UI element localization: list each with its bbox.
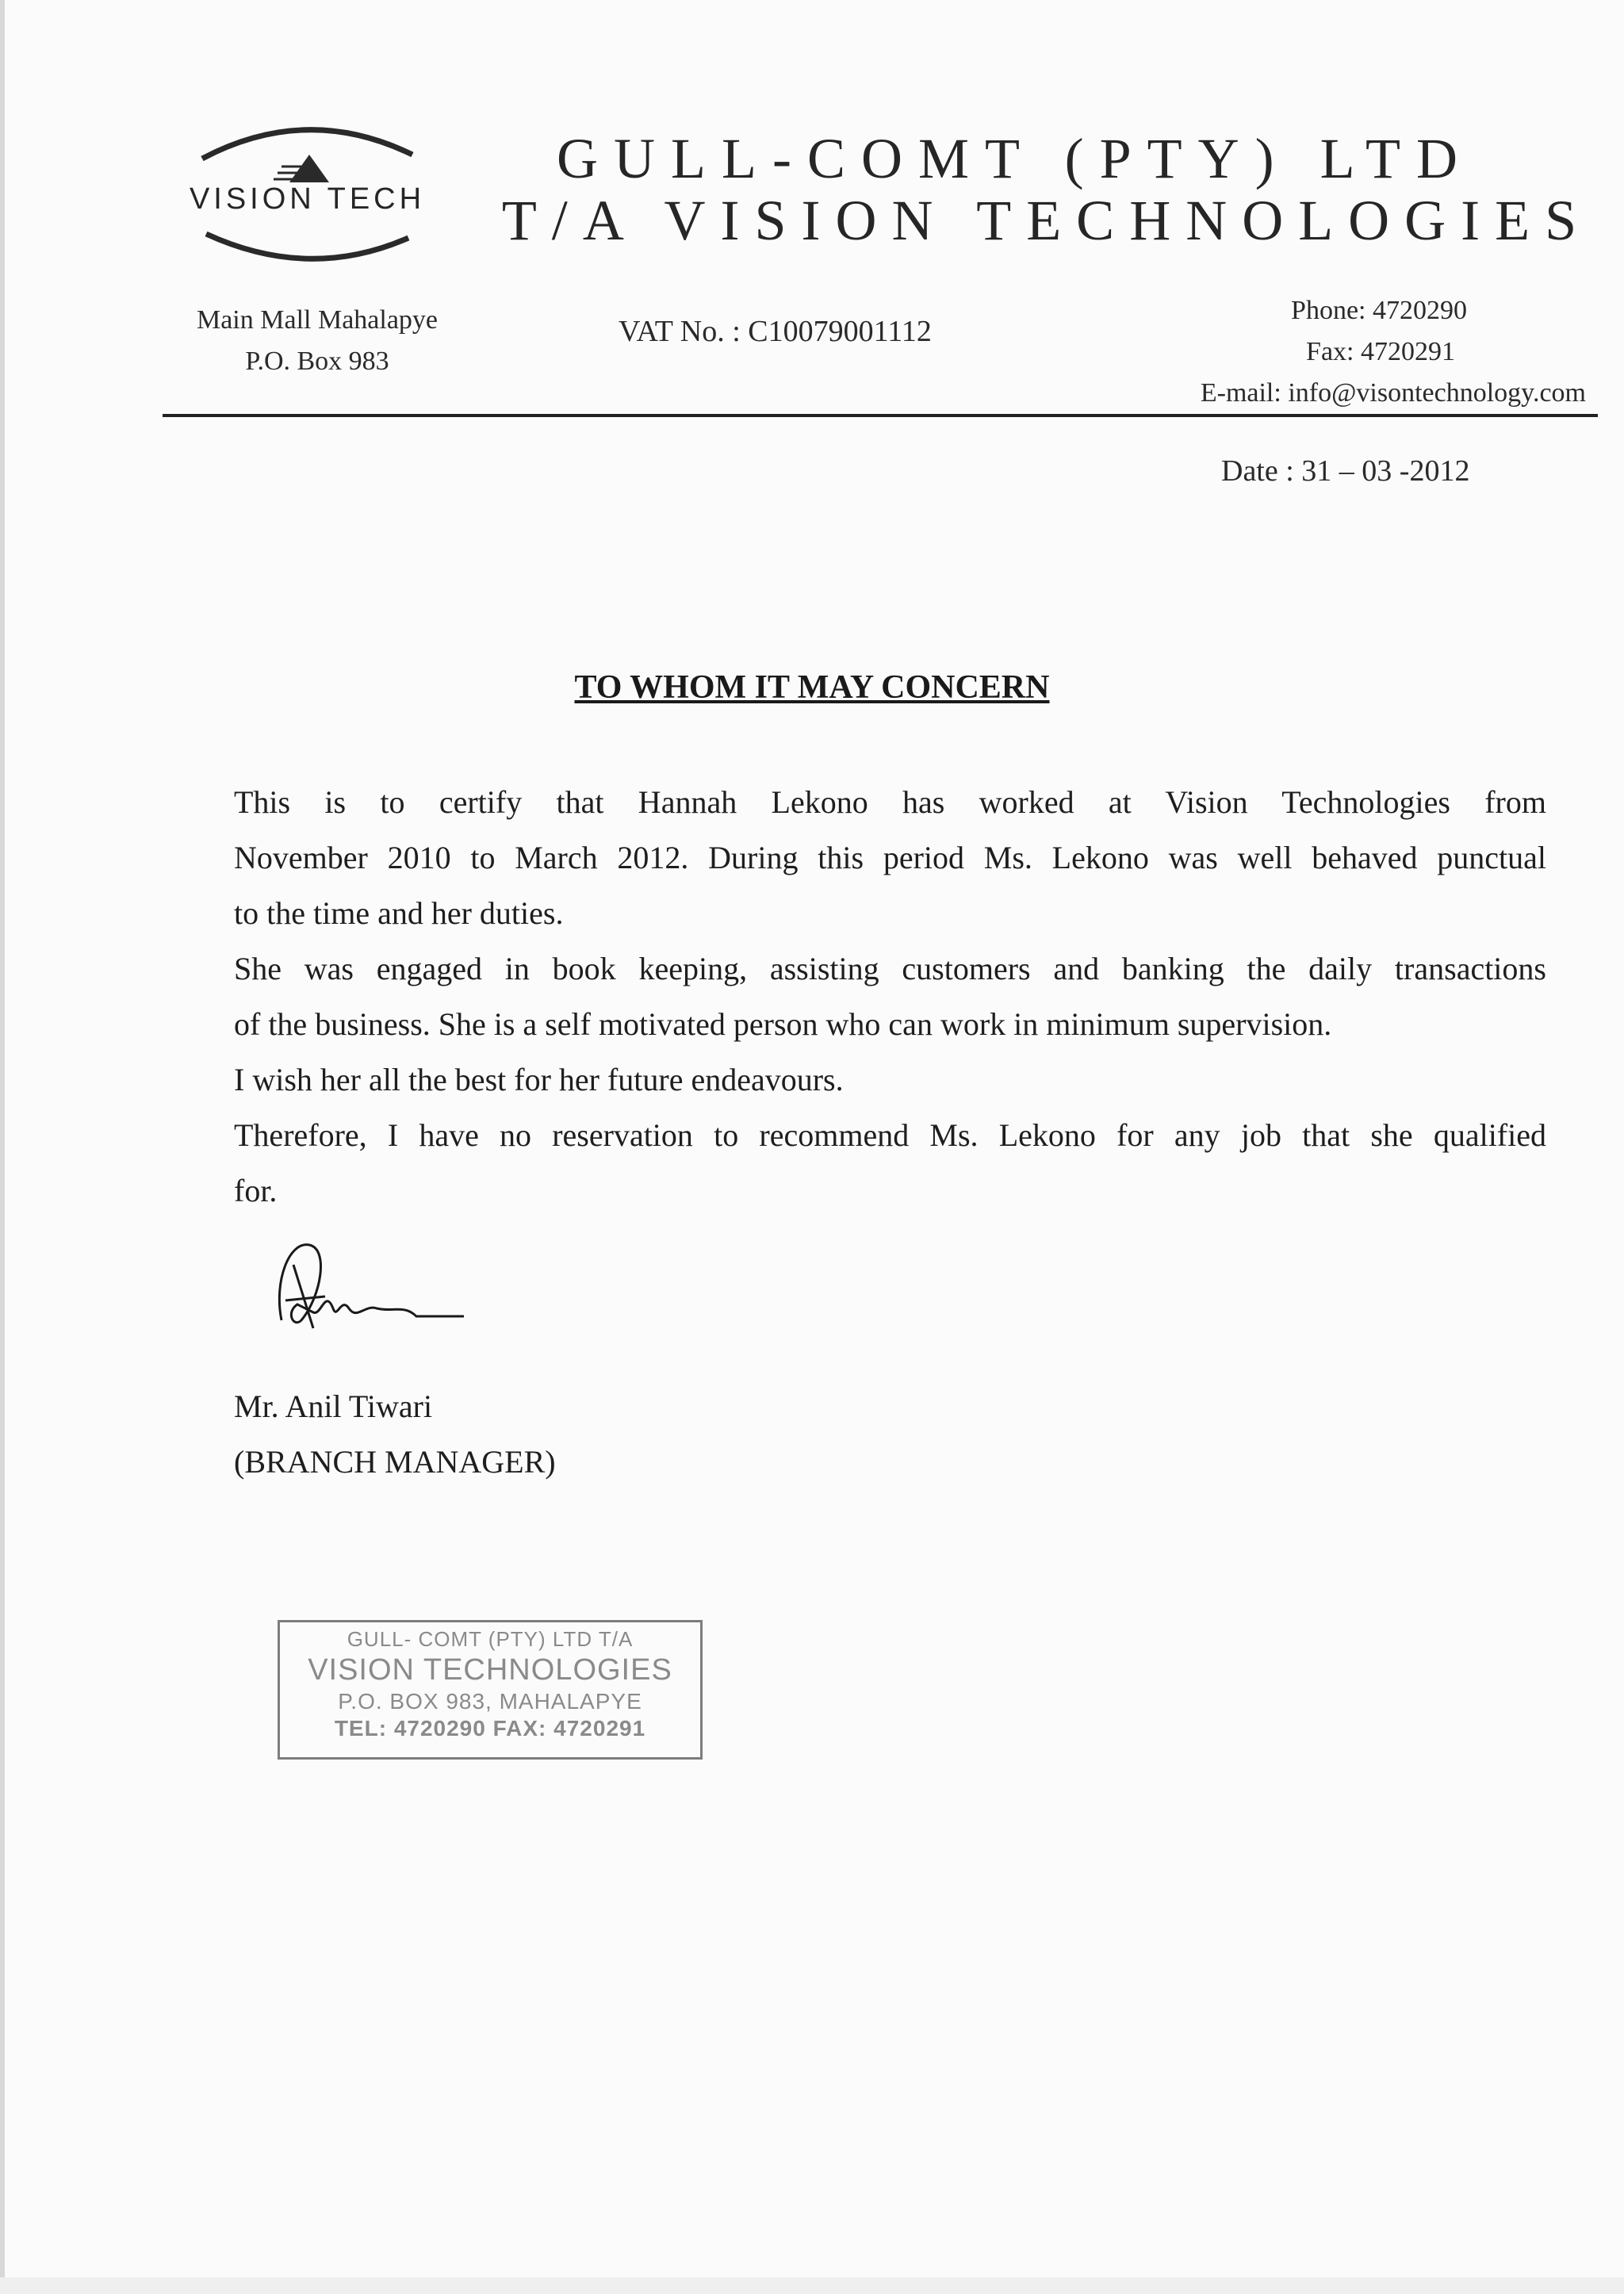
body-line: of the business. She is a self motivated person who can work in minimum supervision. — [234, 1006, 1332, 1042]
address-line-2: P.O. Box 983 — [245, 347, 389, 376]
vat-number: VAT No. : C10079001112 — [619, 315, 932, 348]
letter-body — [234, 775, 1546, 1219]
letter-title: TO WHOM IT MAY CONCERN — [574, 669, 1050, 706]
company-stamp — [278, 1620, 703, 1760]
header-divider — [163, 414, 1598, 417]
body-line: This is to certify that Hannah Lekono has worked at Vision Technologies from — [234, 784, 1546, 820]
body-line: I wish her all the best for her future endeavours. — [234, 1062, 844, 1097]
fax-number: Fax: 4720291 — [1306, 337, 1455, 366]
stamp-line: TEL: 4720290 FAX: 4720291 — [334, 1716, 646, 1741]
body-line: for. — [234, 1173, 278, 1208]
stamp-line: VISION TECHNOLOGIES — [308, 1653, 672, 1687]
company-name: GULL-COMT (PTY) LTD — [557, 127, 1473, 190]
stamp-line: P.O. BOX 983, MAHALAPYE — [338, 1689, 642, 1714]
body-line: to the time and her duties. — [234, 895, 564, 931]
address-line-1: Main Mall Mahalapye — [196, 305, 439, 335]
body-line: Therefore, I have no reservation to recommend Ms. Lekono for any job that she qualified — [234, 1117, 1546, 1153]
company-logo — [170, 111, 444, 270]
logo-text: VISION TECH — [189, 182, 426, 216]
signer-title: (BRANCH MANAGER) — [234, 1444, 556, 1480]
scan-edge — [0, 0, 5, 2294]
stamp-line: GULL- COMT (PTY) LTD T/A — [347, 1627, 634, 1651]
body-line: She was engaged in book keeping, assisting customers and banking the daily transactions — [234, 951, 1546, 986]
phone-number: Phone: 4720290 — [1291, 296, 1467, 325]
company-address — [159, 300, 476, 382]
contact-info — [1110, 290, 1586, 414]
signer-name: Mr. Anil Tiwari — [234, 1388, 433, 1424]
body-line: November 2010 to March 2012. During this period Ms. Lekono was well behaved punctual — [234, 840, 1546, 875]
scan-edge — [0, 2277, 1624, 2294]
letter-date: Date : 31 – 03 -2012 — [1221, 454, 1470, 488]
email-address: E-mail: info@visontechnology.com — [1200, 378, 1586, 408]
handwritten-signature — [266, 1233, 472, 1356]
company-trade-name: T/A VISION TECHNOLOGIES — [501, 189, 1592, 252]
